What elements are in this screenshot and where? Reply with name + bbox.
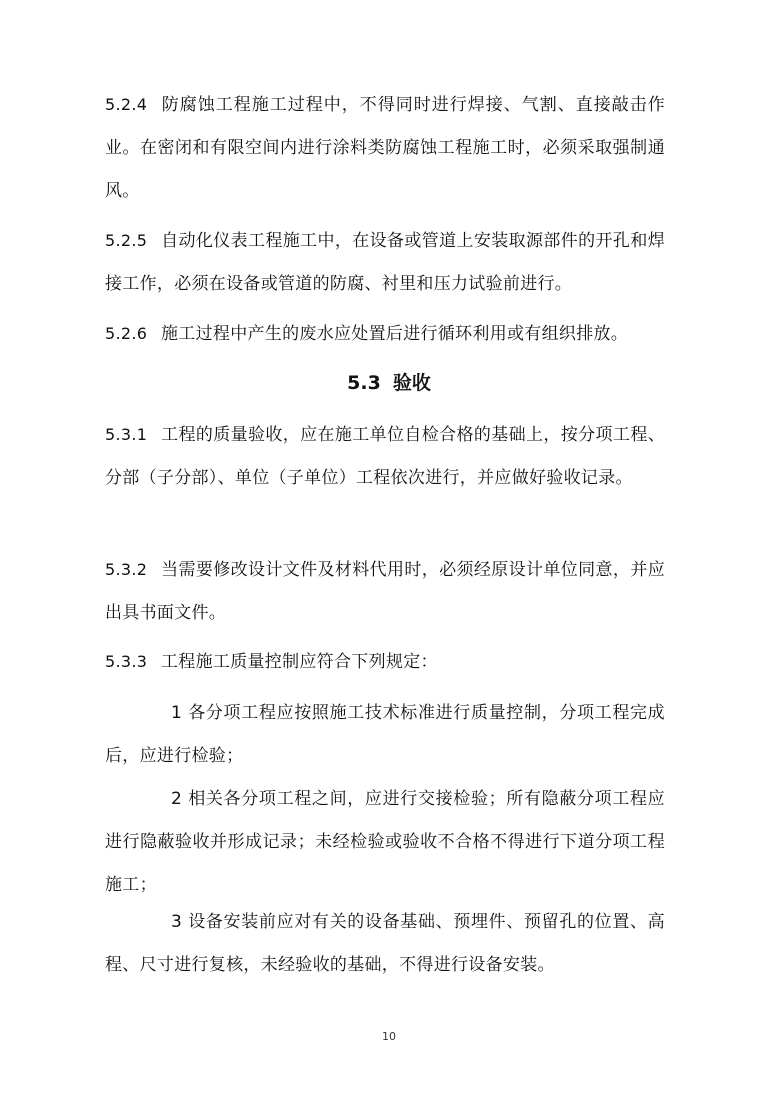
item-number: 3	[171, 912, 183, 932]
item-number: 2	[171, 789, 183, 809]
clause-text: 当需要修改设计文件及材料代用时，必须经原设计单位同意，并应出具书面文件。	[105, 560, 665, 623]
clause-5-2-6	[105, 312, 665, 356]
clause-text: 施工过程中产生的废水应处置后进行循环利用或有组织排放。	[161, 324, 629, 344]
item-text: 设备安装前应对有关的设备基础、预埋件、预留孔的位置、高程、尺寸进行复核，未经验收的基础，不得进行设备安装。	[105, 912, 665, 975]
clause-text: 防腐蚀工程施工过程中，不得同时进行焊接、气割、直接敲击作业。在密闭和有限空间内进行涂料类防腐蚀工程施工时，必须采取强制通风。	[105, 95, 665, 201]
section-heading	[0, 362, 778, 405]
clause-text: 工程的质量验收，应在施工单位自检合格的基础上，按分项工程、分部（子分部）、单位（子单位）工程依次进行，并应做好验收记录。	[105, 425, 665, 488]
clause-5-2-5	[105, 219, 665, 306]
item-text: 各分项工程应按照施工技术标准进行质量控制，分项工程完成后，应进行检验；	[105, 703, 665, 766]
clause-number: 5.2.4	[105, 95, 148, 114]
item-number: 1	[171, 703, 183, 723]
item-text: 相关各分项工程之间，应进行交接检验；所有隐蔽分项工程应进行隐蔽验收并形成记录；未经检验或验收不合格不得进行下道分项工程施工；	[105, 789, 665, 895]
list-item	[105, 778, 665, 907]
clause-number: 5.3.2	[105, 560, 148, 579]
section-number: 5.3	[347, 372, 381, 394]
clause-number: 5.2.5	[105, 231, 148, 250]
clause-5-3-1	[105, 413, 665, 500]
clause-text: 自动化仪表工程施工中，在设备或管道上安装取源部件的开孔和焊接工作，必须在设备或管道的防腐、衬里和压力试验前进行。	[105, 231, 665, 294]
clause-number: 5.2.6	[105, 324, 148, 343]
clause-5-2-4	[105, 83, 665, 213]
clause-5-3-3	[105, 640, 665, 684]
list-item	[105, 901, 665, 987]
clause-number: 5.3.3	[105, 652, 148, 671]
page-number: 10	[382, 1030, 396, 1043]
clause-number: 5.3.1	[105, 425, 148, 444]
clause-text: 工程施工质量控制应符合下列规定：	[161, 652, 438, 672]
section-title: 验收	[392, 372, 431, 394]
list-item	[105, 692, 665, 778]
clause-5-3-2	[105, 548, 665, 635]
